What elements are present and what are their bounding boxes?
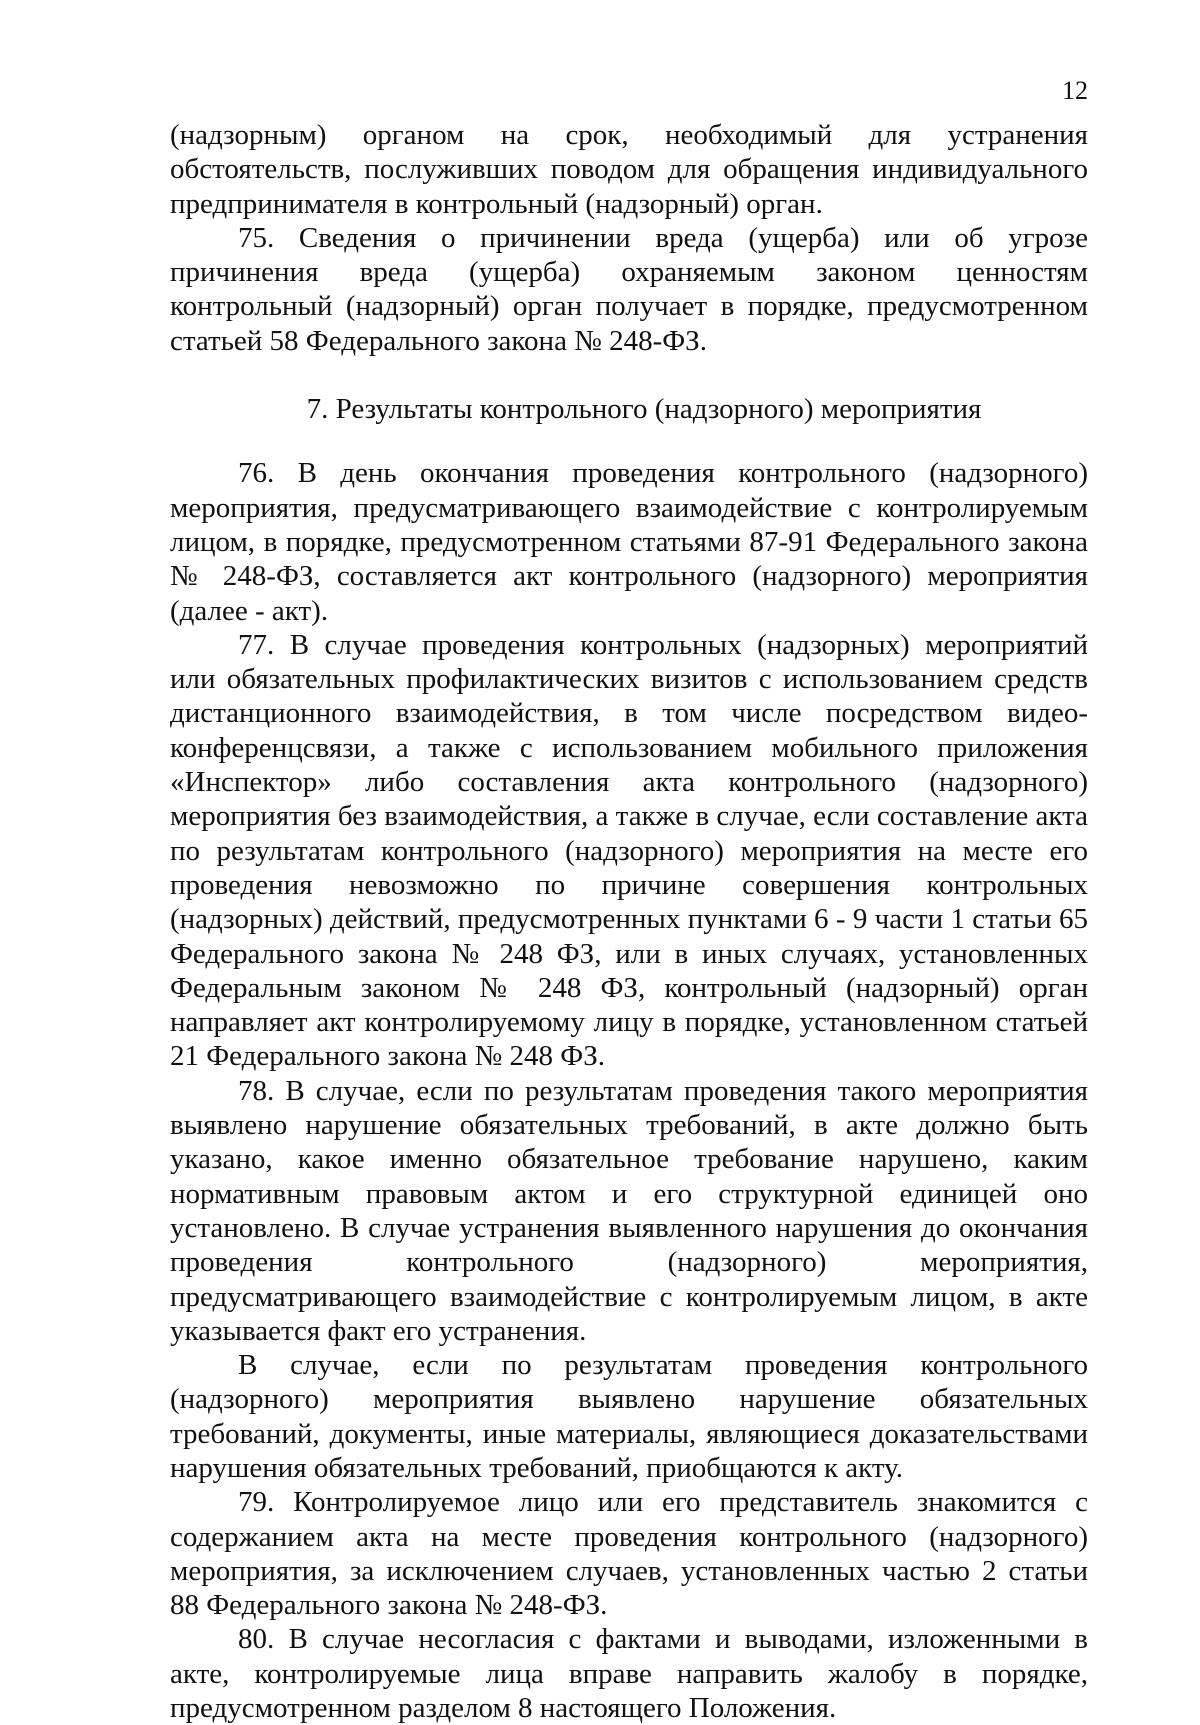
paragraph-79: 79. Контролируемое лицо или его представитель знакомится с содержанием акта на месте проведения контрольного (надзорного) мероприятия, за исключением случаев, установленных частью 2 статьи 88 Федерального закона № 248-ФЗ. <box>170 1486 1088 1622</box>
paragraph-76: 76. В день окончания проведения контрольного (надзорного) мероприятия, предусматривающего взаимодействие с контролируемым лицом, в порядке, предусмотренном статьями 87-91 Федерального закона № 248-ФЗ, составляется акт контрольного (надзорного) мероприятия (далее - акт). <box>170 457 1088 627</box>
document-body <box>170 118 1088 1725</box>
paragraph-78: 78. В случае, если по результатам проведения такого мероприятия выявлено нарушение обязательных требований, в акте должно быть указано, какое именно обязательное требование нарушено, каким нормативным правовым актом и его структурной единицей оно установлено. В случае устранения выявленного нарушения до окончания проведения контрольного (надзорного) мероприятия, предусматривающего взаимодействие с контролируемым лицом, в акте указывается факт его устранения. <box>170 1074 1088 1347</box>
paragraph-80: 80. В случае несогласия с фактами и выводами, изложенными в акте, контролируемые лица вправе направить жалобу в порядке, предусмотренном разделом 8 настоящего Положения. <box>170 1623 1088 1725</box>
paragraph-78-continued: В случае, если по результатам проведения контрольного (надзорного) мероприятия выявлено нарушение обязательных требований, документы, иные материалы, являющиеся доказательствами нарушения обязательных требований, приобщаются к акту. <box>170 1349 1088 1484</box>
paragraph-77: 77. В случае проведения контрольных (надзорных) мероприятий или обязательных профилактических визитов с использованием средств дистанционного взаимодействия, в том числе посредством видео-конференцсвязи, а также с использованием мобильного приложения «Инспектор» либо составления акта контрольного (надзорного) мероприятия без взаимодействия, а также в случае, если составление акта по результатам контрольного (надзорного) мероприятия на месте его проведения невозможно по причине совершения контрольных (надзорных) действий, предусмотренных пунктами 6 - 9 части 1 статьи 65 Федерального закона № 248 ФЗ, или в иных случаях, установленных Федеральным законом № 248 ФЗ, контрольный (надзорный) орган направляет акт контролируемому лицу в порядке, установленном статьей 21 Федерального закона № 248 ФЗ. <box>170 628 1088 1073</box>
paragraph-75: 75. Сведения о причинении вреда (ущерба) или об угрозе причинения вреда (ущерба) охраняемым законом ценностям контрольный (надзорный) орган получает в порядке, предусмотренном статьей 58 Федерального закона № 248-ФЗ. <box>170 221 1088 357</box>
page-number: 12 <box>1062 76 1088 105</box>
section-heading: 7. Результаты контрольного (надзорного) мероприятия <box>306 393 982 426</box>
paragraph-continuation: (надзорным) органом на срок, необходимый для устранения обстоятельств, послуживших поводом для обращения индивидуального предпринимателя в контрольный (надзорный) орган. <box>170 119 1088 220</box>
